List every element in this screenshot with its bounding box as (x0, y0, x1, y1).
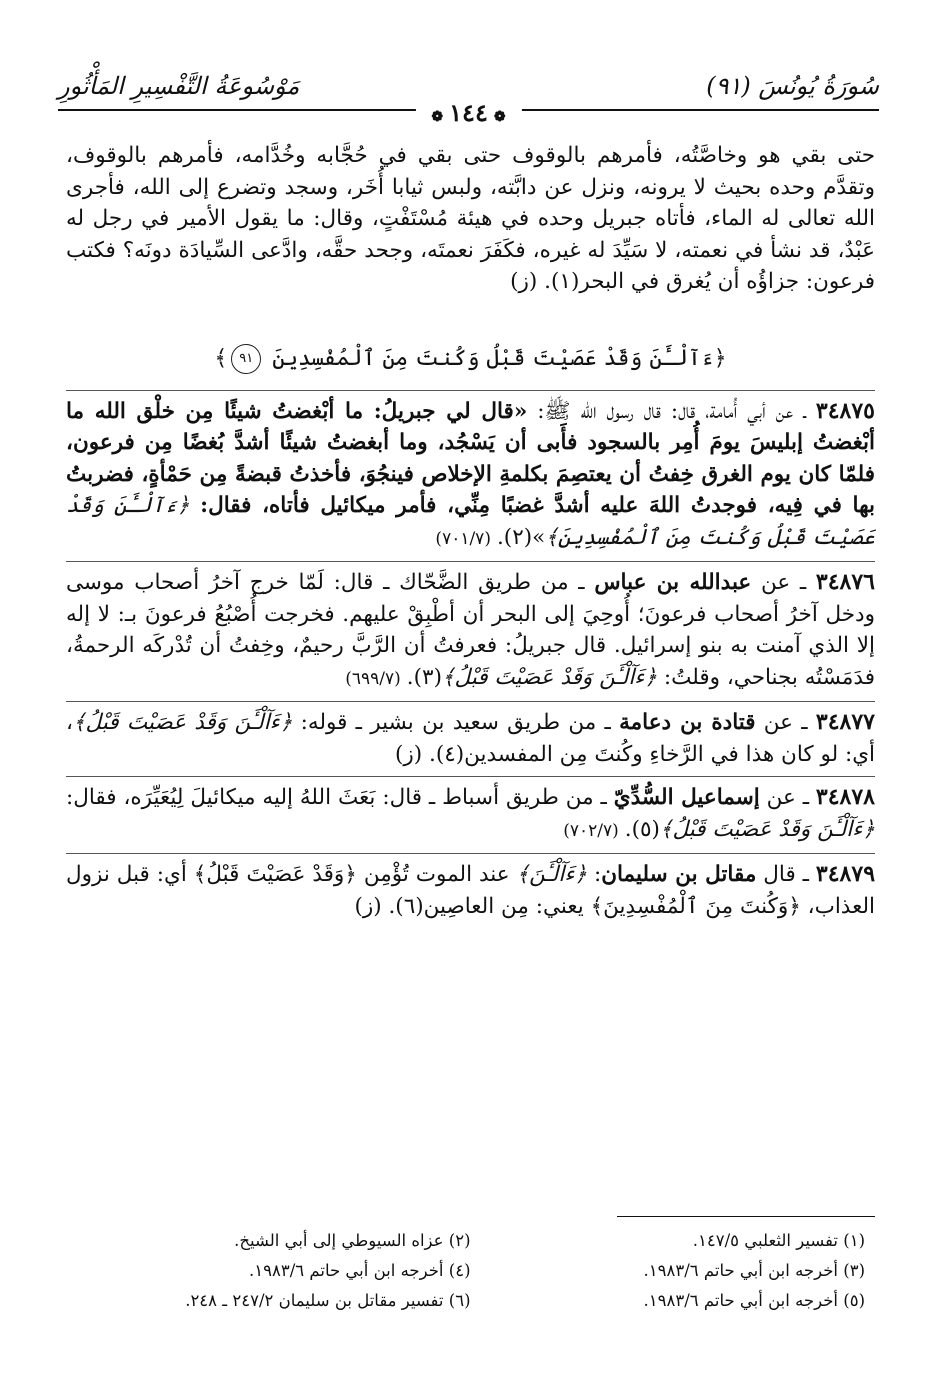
verse-close: ﴾ (214, 345, 228, 371)
hadith-tail: (٥). (624, 816, 660, 842)
hadith-tail: »(٢). (496, 524, 546, 550)
hadith-reference: (٧٠١/٧) (435, 528, 491, 549)
footnote: (٤) أخرجه ابن أبي حاتم ١٩٨٣/٦. (249, 1261, 471, 1280)
footnote: (٦) تفسير مقاتل بن سليمان ٢٤٧/٢ ـ ٢٤٨. (185, 1291, 471, 1310)
footnote-rule (617, 1216, 875, 1217)
hadith-body: ـ من طريق سعيد بن بشير ـ قوله: (292, 710, 620, 735)
quran-quote: ﴿ءَآلْـَٔنَ وَقَدْ عَصَيْتَ قَبْلُ وَكُنتَ مِنَ ٱلْمُفْسِدِينَ﴾ (66, 493, 875, 550)
intro-paragraph: حتى بقي هو وخاصَّتُه، فأمرهم بالوقوف حتى بقي في حُجَّابه وخُدَّامه، فأمرهم بالوقوف، وتقدَّم وحده بحيث لا يرونه، ونزل عن دابَّته، ولبس ثيابا أُخَر، وسجد وتضرع إلى الله، فأجرى الله تعالى له الماء، فأتاه جبريل وحده في هيئة مُسْتَفْتٍ، وقال: ما يقول الأمير في رجل له عَبْدٌ، قد نشأ في نعمته، لا سَيِّدَ له غيره، فكَفَرَ نعمتَه، وجحد حقَّه، وادَّعى السِّيادَة دونَه؟ فكتب فرعون: جزاؤُه أن يُغرق في البحر(١). (ز) (66, 143, 875, 294)
footnote: (٢) عزاه السيوطي إلى أبي الشيخ. (234, 1231, 471, 1250)
footnotes-right-column (477, 1226, 865, 1316)
hadith-entry (66, 390, 875, 562)
footnotes-left-column (82, 1226, 470, 1316)
hadith-entry (66, 853, 875, 928)
hadith-body: ـ من طريق أسباط ـ قال: بَعَثَ اللهُ إليه ميكائيلَ لِيُعَيِّرَه، فقال: (66, 785, 614, 810)
hadith-intro: ـ قال (756, 862, 809, 887)
hadith-number: ٣٤٨٧٥ (815, 397, 875, 424)
quran-quote: ﴿ءَآلْـَٔنَ﴾ (516, 862, 588, 887)
footnote: (٥) أخرجه ابن أبي حاتم ١٩٨٣/٦. (643, 1291, 865, 1310)
hadith-entry (66, 776, 875, 853)
hadith-entry (66, 561, 875, 701)
hadith-number: ٣٤٨٧٧ (815, 709, 875, 735)
hadith-tail: ، أي: لو كان هذا في الرَّخاءِ وكُنتَ مِن المفسدين(٤). (ز) (66, 710, 875, 767)
verse-heading (66, 342, 875, 376)
ayah-number-marker: ٩١ (231, 344, 261, 374)
verse-text: ﴿ءَآلْـَٔنَ وَقَدْ عَصَيْتَ قَبْلُ وَكُنتَ مِنَ ٱلْمُفْسِدِينَ (272, 345, 727, 371)
quran-quote: ﴿ءَآلْـَٔنَ وَقَدْ عَصَيْتَ قَبْلُ﴾ (72, 710, 293, 735)
hadith-bold-text: «قال لي جبريلُ: ما أبْغضتُ شيئًا مِن خلْق الله ما أبْغضتُ إبليسَ يومَ أُمِر بالسجود فأَبى أن يَسْجُد، وما أبغضتُ شيئًا أشدَّ بُغضًا مِن فرعون، فلمّا كان يوم الغرق خِفتُ أن يعتصِمَ بكلمةِ الإخلاص فينجُوَ، فأخذتُ قبضةً مِن حَمْأةٍ، فضربتُ بها في فِيه، فوجدتُ اللهَ عليه أشدَّ غضبًا مِنِّي، فأمر ميكائيل فأتاه، فقال: (66, 398, 876, 518)
narrator-name: قتادة بن دعامة (619, 710, 756, 735)
hadith-number: ٣٤٨٧٩ (815, 861, 876, 887)
hadith-intro: ـ عن (755, 710, 808, 735)
hadith-tail: (٣). (406, 664, 442, 690)
ornament-icon: ❁ (493, 109, 506, 125)
page-number (415, 98, 521, 127)
hadith-reference: (٧٠٢/٧) (563, 820, 619, 841)
page-number-text: ١٤٤ (449, 98, 488, 127)
hadith-intro: ـ عن (751, 570, 807, 595)
narrator-name: مقاتل بن سليمان (601, 862, 757, 887)
hadith-number: ٣٤٨٧٦ (815, 569, 875, 595)
hadith-entry (66, 701, 875, 776)
quran-quote: ﴿ءَآلْـَٔنَ وَقَدْ عَصَيْتَ قَبْلُ﴾ (441, 664, 658, 690)
book-title: مَوْسُوعَةُ التَّفْسِيرِ المَأْثُورِ (58, 72, 300, 100)
running-header (58, 66, 879, 130)
footnotes (66, 1226, 875, 1336)
page-body (66, 140, 875, 928)
hadith-body: ـ من طريق الضَّحّاك ـ قال: لَمّا خرج آخرُ أصحاب موسى ودخل آخرُ أصحاب فرعونَ؛ أُوحِيَ إلى البحر أن أطْبِقْ عليهم. فخرجت أُصْبُعُ فرعونَ بـ: لا إله إلا الذي آمنت به بنو إسرائيل. قال جبريلُ: فعرفتُ أن الرَّبَّ رحيمٌ، وخِفتُ أن تُدْركَه الرحمةُ، فدَمَسْتُه بجناحي، وقلتُ: (66, 570, 875, 690)
sura-title: سُورَةُ يُونُسَ (٩١) (706, 72, 879, 100)
narrator-name: إسماعيل السُّدِّيّ (613, 785, 760, 810)
hadith-intro: ـ عن (759, 785, 809, 810)
footnote: (٣) أخرجه ابن أبي حاتم ١٩٨٣/٦. (643, 1261, 865, 1280)
ornament-icon: ❁ (431, 109, 444, 125)
narrator-name: عبدالله بن عباس (594, 570, 752, 595)
hadith-reference: (٦٩٩/٧) (345, 668, 401, 689)
footnote: (١) تفسير الثعلبي ١٤٧/٥. (692, 1231, 865, 1250)
hadith-tail: عند الموت تُؤْمِن ﴿وَقَدْ عَصَيْتَ قَبْلُ﴾ أي: قبل نزول العذاب، ﴿وَكُنتَ مِنَ ٱلْمُفْسِدِينَ﴾ يعني: مِن العاصِين(٦). (ز) (66, 862, 875, 919)
hadith-intro: ـ عن أبي أُمامة، قال: قال رسول الله ﷺ: (527, 398, 806, 424)
hadith-number: ٣٤٨٧٨ (815, 784, 875, 810)
hadith-body: : (587, 862, 602, 887)
quran-quote: ﴿ءَآلْـَٔنَ وَقَدْ عَصَيْتَ قَبْلُ﴾ (659, 816, 875, 842)
